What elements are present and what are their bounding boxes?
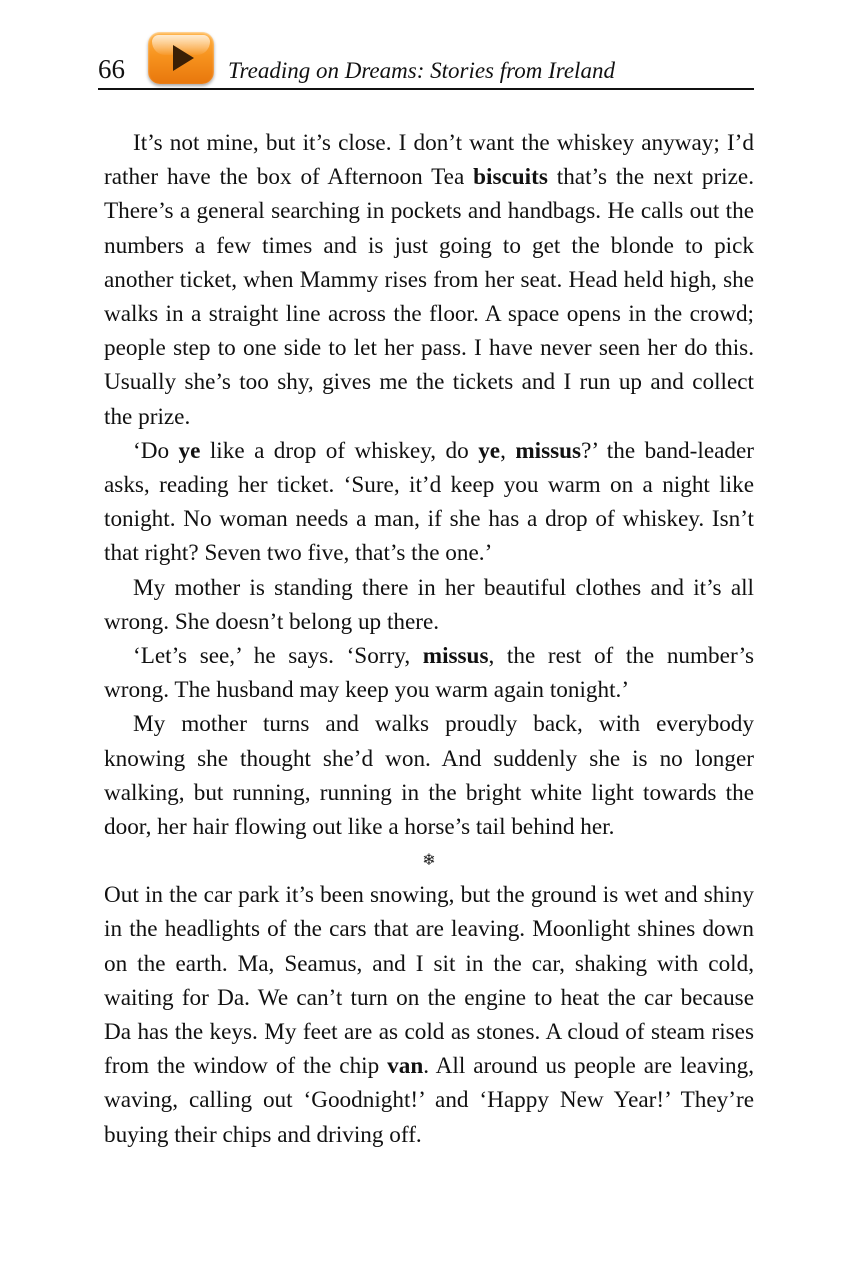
glossary-word[interactable]: ye — [478, 437, 501, 464]
play-icon — [148, 32, 214, 84]
audio-play-button[interactable] — [148, 32, 214, 84]
glossary-word[interactable]: biscuits — [473, 164, 548, 191]
text-run: Out in the car park it’s been snowing, but the ground is wet and shiny in the headlights of the cars that are leaving. Moonlight shines down on the earth. Ma, Seamus, and I sit in the car, shaking with cold, waiting for Da. We can’t turn on the engine to heat the car because Da has the keys. My feet are as cold as stones. A cloud of steam rises from the window of the chip — [104, 882, 754, 1080]
page-number: 66 — [98, 54, 125, 84]
text-run: . All around us people are leaving, waving, calling out ‘Goodnight!’ and ‘Happy New Year!’ They’re buying their chips and driving off. — [104, 1053, 754, 1148]
glossary-word[interactable]: missus — [515, 437, 582, 464]
text-run: It’s not mine, but it’s close. I don’t want the whiskey anyway; I’d rather have the box of Afternoon Tea — [104, 130, 754, 191]
paragraph-4 — [104, 639, 754, 707]
text-run: that’s the next prize. There’s a general searching in pockets and handbags. He calls out the numbers a few times and is just going to get the blonde to pick another ticket, when Mammy rises from her seat. Head held high, she walks in a straight line across the floor. A space opens in the crowd; people step to one side to let her pass. I have never seen her do this. Usually she’s too shy, gives me the tickets and I run up and collect the prize. — [104, 164, 755, 430]
text-run: like a drop of whiskey, do — [200, 437, 479, 464]
text-run: , — [500, 437, 516, 464]
glossary-word[interactable]: van — [387, 1053, 424, 1080]
story-text — [104, 126, 754, 1152]
text-run: , the rest of the number’s wrong. The husband may keep you warm again tonight.’ — [104, 643, 754, 704]
text-run: ‘Do — [133, 437, 179, 464]
paragraph-5: My mother turns and walks proudly back, with everybody knowing she thought she’d won. And suddenly she is no longer walking, but running, running in the bright white light towards the door, her hair flowing out like a horse’s tail behind her. — [104, 711, 754, 841]
paragraph-1 — [104, 126, 754, 434]
page-header — [98, 30, 754, 90]
text-run: ?’ the band-leader asks, reading her ticket. ‘Sure, it’d keep you warm on a night like tonight. No woman needs a man, if she has a drop of whiskey. Isn’t that right? Seven two five, that’s the one.’ — [104, 437, 755, 567]
glossary-word[interactable]: ye — [178, 437, 201, 464]
paragraph-6 — [104, 878, 754, 1152]
paragraph-2 — [104, 434, 754, 571]
text-run: ‘Let’s see,’ he says. ‘Sorry, — [133, 643, 423, 670]
paragraph-3: My mother is standing there in her beautiful clothes and it’s all wrong. She doesn’t belong up there. — [104, 574, 754, 635]
snowflake-icon: ❄ — [422, 852, 436, 870]
running-title: Treading on Dreams: Stories from Ireland — [228, 58, 615, 83]
glossary-word[interactable]: missus — [422, 643, 489, 670]
